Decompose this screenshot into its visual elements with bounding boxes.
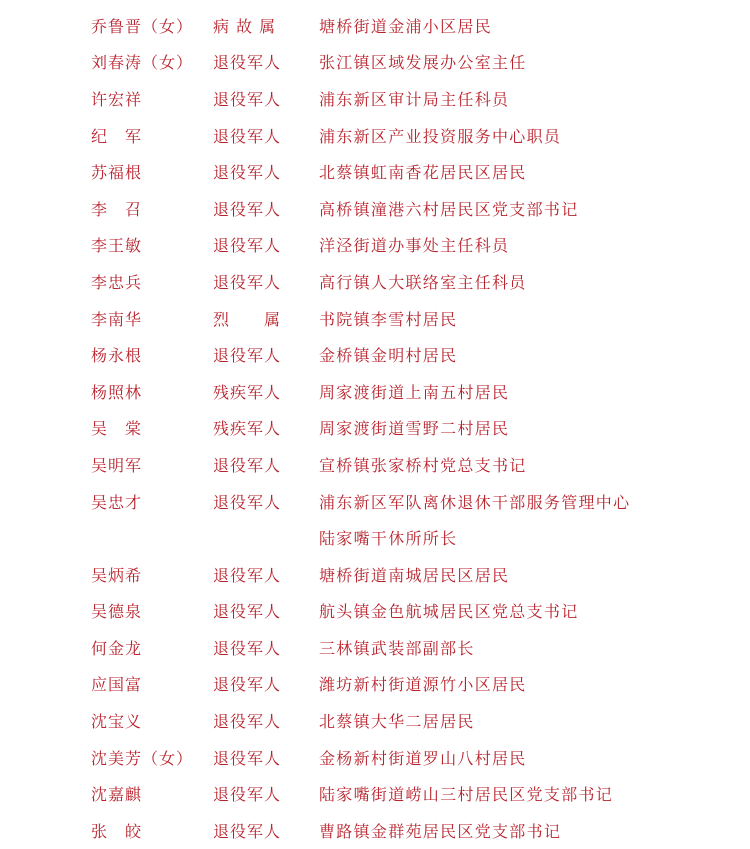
list-item	[0, 739, 750, 776]
person-name: 沈宝义	[91, 712, 143, 732]
list-item	[0, 483, 750, 520]
list-item	[0, 410, 750, 447]
person-category: 退役军人	[213, 163, 282, 183]
person-category: 烈 属	[213, 309, 282, 329]
person-name: 李王敏	[91, 236, 143, 256]
person-description: 浦东新区军队离休退休干部服务管理中心	[319, 492, 631, 512]
list-item	[0, 629, 750, 666]
person-name: 纪 军	[91, 126, 143, 146]
list-item	[0, 44, 750, 81]
list-item	[0, 117, 750, 154]
person-category: 退役军人	[213, 785, 282, 805]
person-name: 吴炳希	[91, 565, 143, 585]
person-category: 退役军人	[213, 455, 282, 475]
person-category: 残疾军人	[213, 382, 282, 402]
person-description: 书院镇李雪村居民	[319, 309, 458, 329]
person-name: 吴德泉	[91, 602, 143, 622]
person-name: 吴 棠	[91, 419, 143, 439]
person-category: 退役军人	[213, 565, 282, 585]
person-description: 浦东新区产业投资服务中心职员	[319, 126, 562, 146]
list-item	[0, 80, 750, 117]
person-name: 苏福根	[91, 163, 143, 183]
person-category: 退役军人	[213, 199, 282, 219]
person-name: 刘春涛（女）	[91, 53, 194, 73]
list-item	[0, 190, 750, 227]
person-description: 张江镇区域发展办公室主任	[319, 53, 527, 73]
list-item	[0, 702, 750, 739]
person-name: 李忠兵	[91, 272, 143, 292]
person-name: 张 皎	[91, 821, 143, 841]
person-category: 退役军人	[213, 712, 282, 732]
person-name: 沈美芳（女）	[91, 748, 194, 768]
person-category: 残疾军人	[213, 419, 282, 439]
person-category: 退役军人	[213, 346, 282, 366]
person-description: 北蔡镇虹南香花居民区居民	[319, 163, 527, 183]
person-name: 何金龙	[91, 638, 143, 658]
person-description: 洋泾街道办事处主任科员	[319, 236, 510, 256]
list-item	[0, 556, 750, 593]
person-description: 周家渡街道雪野二村居民	[319, 419, 510, 439]
person-name: 沈嘉麒	[91, 785, 143, 805]
person-category: 退役军人	[213, 492, 282, 512]
list-item	[0, 300, 750, 337]
person-description: 三林镇武装部副部长	[319, 638, 475, 658]
person-category: 退役军人	[213, 89, 282, 109]
person-name: 李南华	[91, 309, 143, 329]
person-description: 宣桥镇张家桥村党总支书记	[319, 455, 527, 475]
person-category: 病 故 属	[213, 16, 277, 36]
person-description: 塘桥街道金浦小区居民	[319, 16, 493, 36]
person-name: 应国富	[91, 675, 143, 695]
person-description: 航头镇金色航城居民区党总支书记	[319, 602, 579, 622]
person-name: 吴忠才	[91, 492, 143, 512]
list-item	[0, 373, 750, 410]
list-item	[0, 153, 750, 190]
person-description: 高行镇人大联络室主任科员	[319, 272, 527, 292]
list-item	[0, 263, 750, 300]
person-category: 退役军人	[213, 126, 282, 146]
person-category: 退役军人	[213, 675, 282, 695]
person-description: 陆家嘴街道崂山三村居民区党支部书记	[319, 785, 614, 805]
list-item	[0, 446, 750, 483]
person-category: 退役军人	[213, 638, 282, 658]
person-name: 杨照林	[91, 382, 143, 402]
person-description: 北蔡镇大华二居居民	[319, 712, 475, 732]
person-description: 金杨新村街道罗山八村居民	[319, 748, 527, 768]
person-category: 退役军人	[213, 236, 282, 256]
list-item	[0, 593, 750, 630]
person-description: 曹路镇金群苑居民区党支部书记	[319, 821, 562, 841]
list-item-continuation	[0, 519, 750, 556]
person-description: 浦东新区审计局主任科员	[319, 89, 510, 109]
list-item	[0, 227, 750, 264]
list-item	[0, 336, 750, 373]
person-name: 许宏祥	[91, 89, 143, 109]
person-name: 李 召	[91, 199, 143, 219]
list-item	[0, 7, 750, 44]
person-description: 周家渡街道上南五村居民	[319, 382, 510, 402]
person-name: 乔鲁晋（女）	[91, 16, 194, 36]
person-description: 陆家嘴干休所所长	[319, 529, 458, 549]
person-category: 退役军人	[213, 53, 282, 73]
person-category: 退役军人	[213, 821, 282, 841]
person-name: 杨永根	[91, 346, 143, 366]
honoree-list	[0, 7, 750, 849]
person-category: 退役军人	[213, 602, 282, 622]
list-item	[0, 775, 750, 812]
person-description: 金桥镇金明村居民	[319, 346, 458, 366]
person-description: 潍坊新村街道源竹小区居民	[319, 675, 527, 695]
person-description: 高桥镇潼港六村居民区党支部书记	[319, 199, 579, 219]
list-item	[0, 666, 750, 703]
person-description: 塘桥街道南城居民区居民	[319, 565, 510, 585]
person-category: 退役军人	[213, 272, 282, 292]
list-item	[0, 812, 750, 849]
person-name: 吴明军	[91, 455, 143, 475]
person-category: 退役军人	[213, 748, 282, 768]
